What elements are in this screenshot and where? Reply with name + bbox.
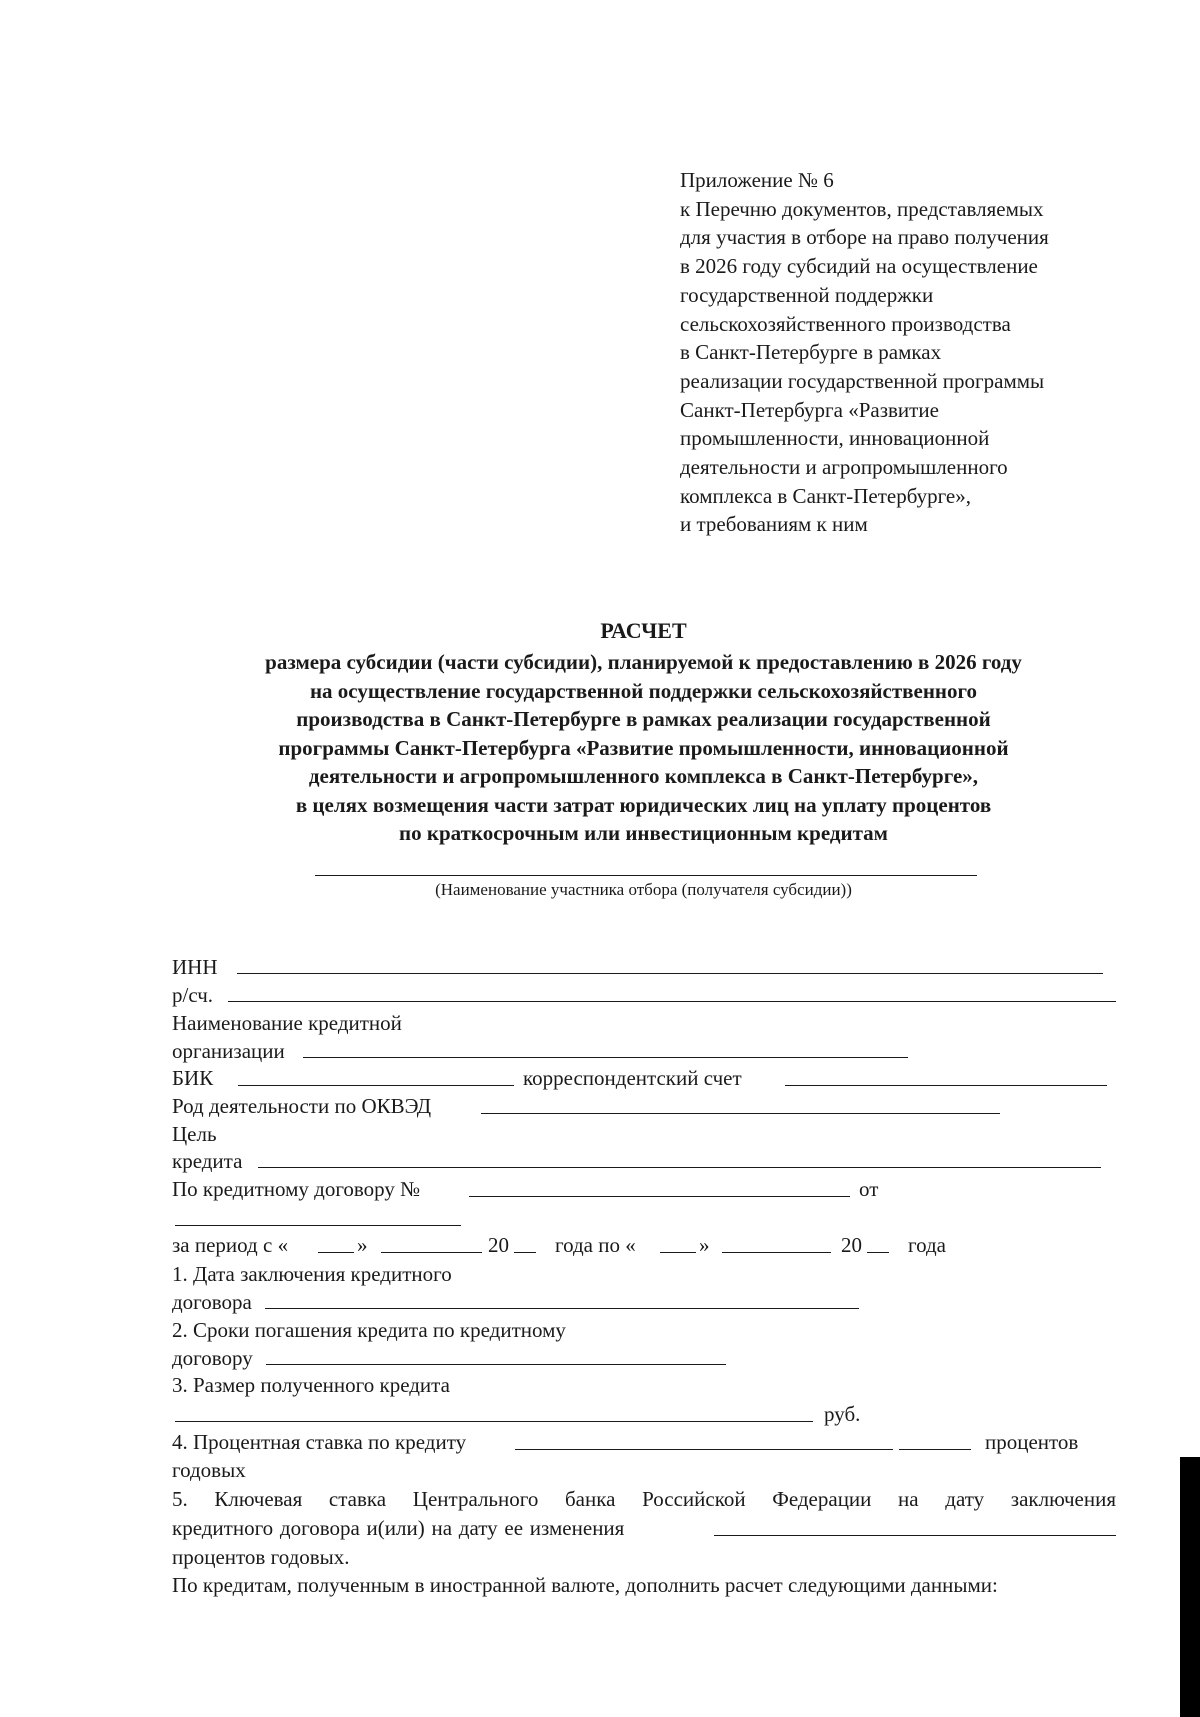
bank-name-field[interactable] — [303, 1057, 908, 1058]
corr-account-field[interactable] — [785, 1085, 1107, 1086]
rub-label: руб. — [824, 1402, 861, 1426]
foreign-currency-note: По кредитам, полученным в иностранной валюте, дополнить расчет следующими данными: — [172, 1573, 998, 1597]
contract-from-label: от — [859, 1177, 879, 1201]
appendix-line: для участия в отборе на право получения — [680, 225, 1049, 250]
percent-label: процентов — [985, 1430, 1079, 1454]
subtitle-line: программы Санкт-Петербурга «Развитие промышленности, инновационной — [278, 735, 1009, 760]
corr-account-label: корреспондентский счет — [523, 1066, 742, 1090]
interest-rate-field[interactable] — [515, 1449, 893, 1450]
item5-label-end: процентов годовых. — [172, 1545, 350, 1569]
inn-field[interactable] — [237, 973, 1103, 974]
appendix-line: сельскохозяйственного производства — [680, 311, 1011, 336]
period-to-year-field[interactable] — [867, 1252, 889, 1253]
appendix-line: и требованиям к ним — [680, 512, 868, 537]
purpose-field[interactable] — [258, 1167, 1101, 1168]
repayment-terms-field[interactable] — [266, 1364, 726, 1365]
subtitle-line: в целях возмещения части затрат юридических лиц на уплату процентов — [295, 792, 992, 817]
purpose-label: Цель — [172, 1122, 217, 1146]
subtitle-line: размера субсидии (части субсидии), планируемой к предоставлению в 2026 году — [265, 650, 1022, 674]
period-from-day-field[interactable] — [318, 1252, 354, 1253]
inn-label: ИНН — [172, 955, 218, 979]
purpose-label-cont: кредита — [172, 1149, 243, 1173]
appendix-line: к Перечню документов, представляемых — [680, 196, 1044, 221]
period-from-label: за период с « — [172, 1233, 289, 1257]
document-title: РАСЧЕТ — [600, 618, 687, 643]
bik-label: БИК — [172, 1066, 214, 1090]
appendix-line: промышленности, инновационной — [680, 426, 990, 451]
participant-name-field[interactable] — [315, 875, 977, 876]
item2-label-cont: договору — [172, 1346, 253, 1370]
period-to-day-field[interactable] — [660, 1252, 696, 1253]
item3-label: 3. Размер полученного кредита — [172, 1373, 450, 1397]
appendix-header — [680, 166, 1049, 539]
item2-label: 2. Сроки погашения кредита по кредитному — [172, 1318, 566, 1342]
subtitle-line: производства в Санкт-Петербурге в рамках реализации государственной — [296, 707, 991, 731]
contract-label: По кредитному договору № — [172, 1177, 421, 1201]
contract-date-field[interactable] — [175, 1225, 461, 1226]
appendix-line: в Санкт-Петербурге в рамках — [680, 340, 942, 365]
appendix-line: Приложение № 6 — [680, 168, 834, 192]
period-from-year-field[interactable] — [514, 1252, 536, 1253]
item4-label-cont: годовых — [172, 1458, 246, 1482]
appendix-line: реализации государственной программы — [680, 368, 1045, 393]
loan-amount-field[interactable] — [175, 1421, 813, 1422]
account-label: р/сч. — [172, 983, 214, 1007]
period-from-year-prefix: 20 — [488, 1233, 509, 1257]
appendix-line: Санкт-Петербурга «Развитие — [680, 397, 939, 422]
appendix-line: комплекса в Санкт-Петербурге», — [680, 483, 971, 508]
document-subtitle — [0, 648, 1200, 848]
subtitle-line: деятельности и агропромышленного комплекса в Санкт-Петербурге», — [308, 764, 979, 788]
bik-field[interactable] — [238, 1085, 514, 1086]
period-year-suffix: года — [908, 1233, 946, 1257]
item5-label-cont: кредитного договора и(или) на дату ее изменения — [172, 1516, 625, 1540]
period-to-quote: » — [699, 1233, 710, 1257]
period-from-month-field[interactable] — [381, 1252, 482, 1253]
okved-label: Род деятельности по ОКВЭД — [172, 1094, 432, 1118]
appendix-line: деятельности и агропромышленного — [680, 455, 1008, 480]
account-field[interactable] — [228, 1001, 1116, 1002]
contract-conclusion-date-field[interactable] — [265, 1308, 859, 1309]
appendix-line: государственной поддержки — [680, 282, 934, 307]
period-to-label: года по « — [555, 1233, 636, 1257]
subtitle-line: на осуществление государственной поддержки сельскохозяйственного — [309, 678, 978, 703]
interest-rate-extra-field[interactable] — [899, 1449, 971, 1450]
participant-name-caption: (Наименование участника отбора (получателя субсидии)) — [435, 880, 852, 899]
item1-label: 1. Дата заключения кредитного — [172, 1262, 452, 1286]
item5-label: 5. Ключевая ставка Центрального банка Российской Федерации на дату заключения — [172, 1487, 1116, 1511]
item1-label-cont: договора — [172, 1290, 252, 1314]
period-to-year-prefix: 20 — [841, 1233, 862, 1257]
period-to-month-field[interactable] — [722, 1252, 831, 1253]
period-from-quote: » — [357, 1233, 368, 1257]
scan-edge-mark — [1180, 1457, 1200, 1717]
subtitle-line: по краткосрочным или инвестиционным кредитам — [399, 821, 888, 845]
key-rate-field[interactable] — [714, 1535, 1116, 1536]
item4-label: 4. Процентная ставка по кредиту — [172, 1430, 467, 1454]
contract-number-field[interactable] — [469, 1196, 850, 1197]
okved-field[interactable] — [481, 1113, 1000, 1114]
bank-name-label: Наименование кредитной — [172, 1011, 402, 1035]
bank-name-label-cont: организации — [172, 1039, 285, 1063]
appendix-line: в 2026 году субсидий на осуществление — [680, 254, 1038, 279]
